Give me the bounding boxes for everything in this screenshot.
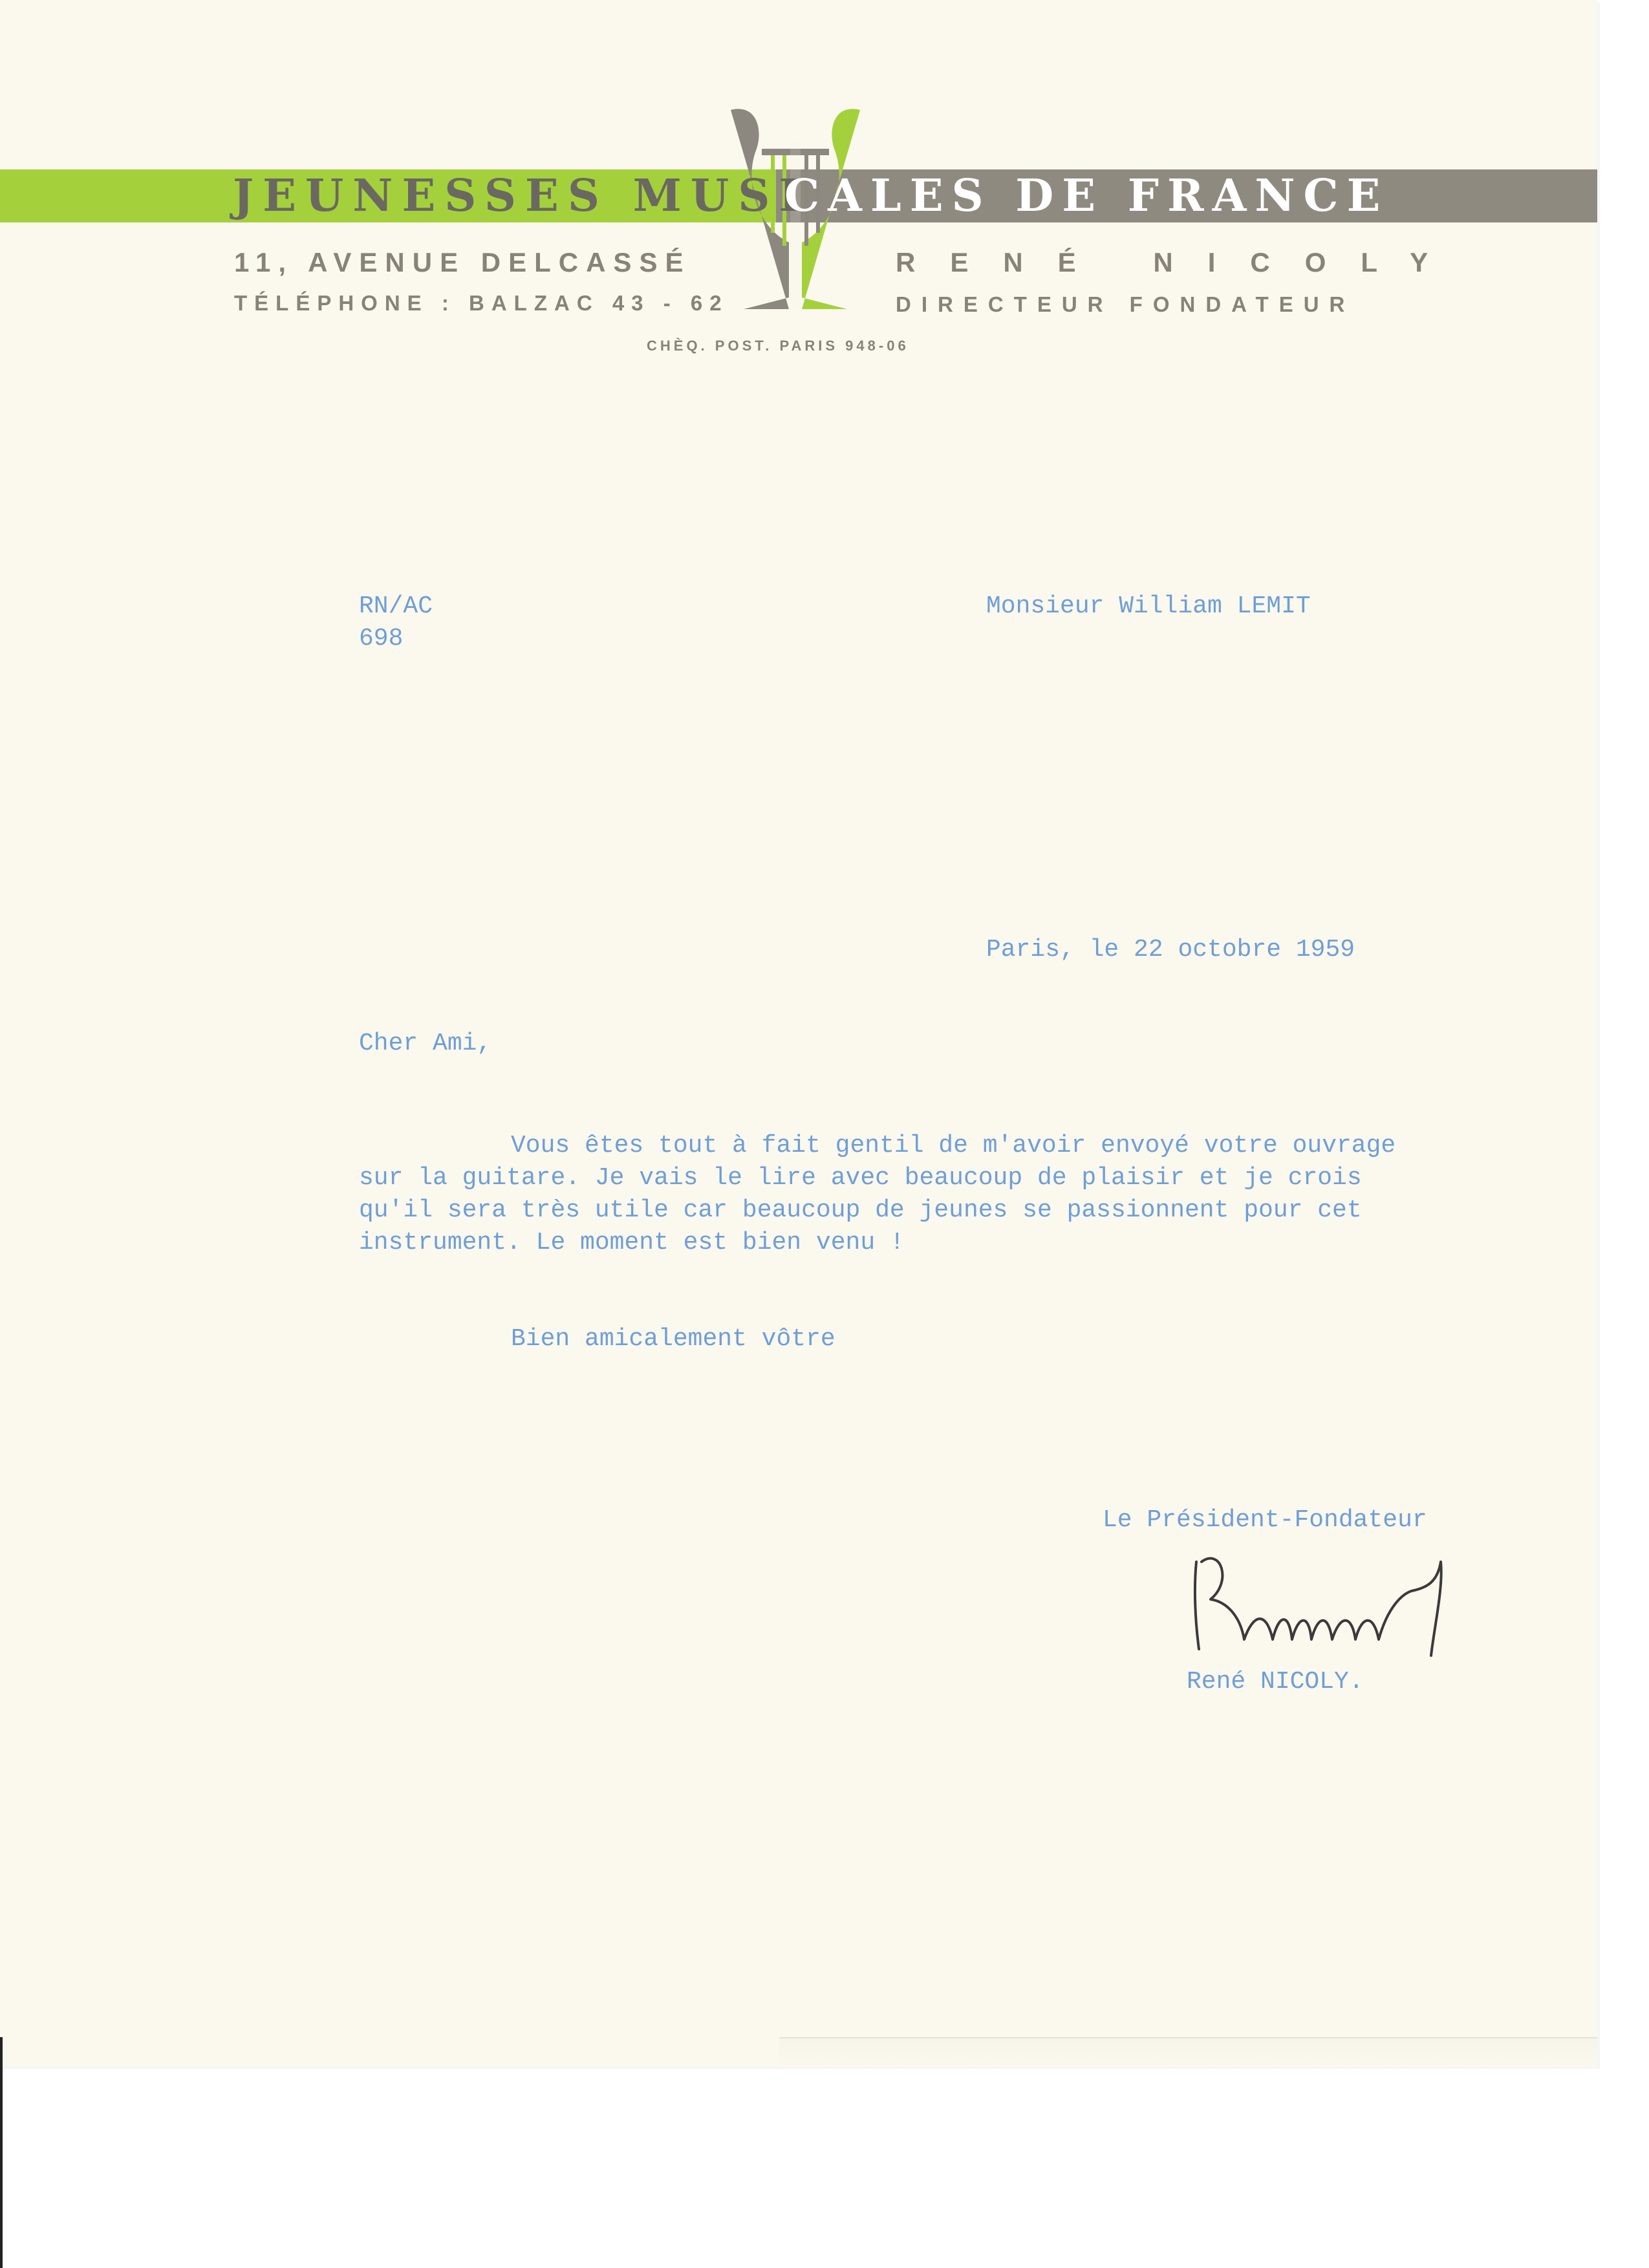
letterhead-director-name: RENÉ NICOLY	[896, 247, 1463, 277]
body-line-2: sur la guitare. Je vais le lire avec beaucoup de plaisir et je crois	[359, 1164, 1362, 1192]
letterhead-title-left: JEUNESSES MUSI	[233, 170, 809, 222]
body-line-4: instrument. Le moment est bien venu !	[359, 1229, 905, 1257]
letterhead-director-title: DIRECTEUR FONDATEUR	[896, 292, 1355, 316]
letterhead-title-right: CALES DE FRANCE	[784, 170, 1389, 222]
handwritten-signature	[1182, 1542, 1505, 1662]
recipient: Monsieur William LEMIT	[986, 592, 1311, 620]
letterhead-postal-check: CHÈQ. POST. PARIS 948-06	[647, 338, 909, 354]
scan-edge-line	[0, 2037, 3, 2268]
letterhead-address: 11, AVENUE DELCASSÉ	[234, 247, 691, 277]
letterhead-telephone: TÉLÉPHONE : BALZAC 43 - 62	[234, 291, 729, 315]
salutation: Cher Ami,	[359, 1030, 492, 1057]
signatory-title: Le Président-Fondateur	[1103, 1506, 1427, 1534]
letter-date: Paris, le 22 octobre 1959	[986, 936, 1355, 964]
reference-line-2: 698	[359, 625, 404, 653]
paper-fold	[779, 2037, 1597, 2068]
closing: Bien amicalement vôtre	[511, 1325, 835, 1353]
reference-line-1: RN/AC	[359, 592, 433, 620]
body-line-3: qu'il sera très utile car beaucoup de jeunes se passionnent pour cet	[359, 1196, 1362, 1224]
signatory-name: René NICOLY.	[1187, 1668, 1364, 1696]
body-line-1: Vous êtes tout à fait gentil de m'avoir envoyé votre ouvrage	[511, 1132, 1396, 1160]
